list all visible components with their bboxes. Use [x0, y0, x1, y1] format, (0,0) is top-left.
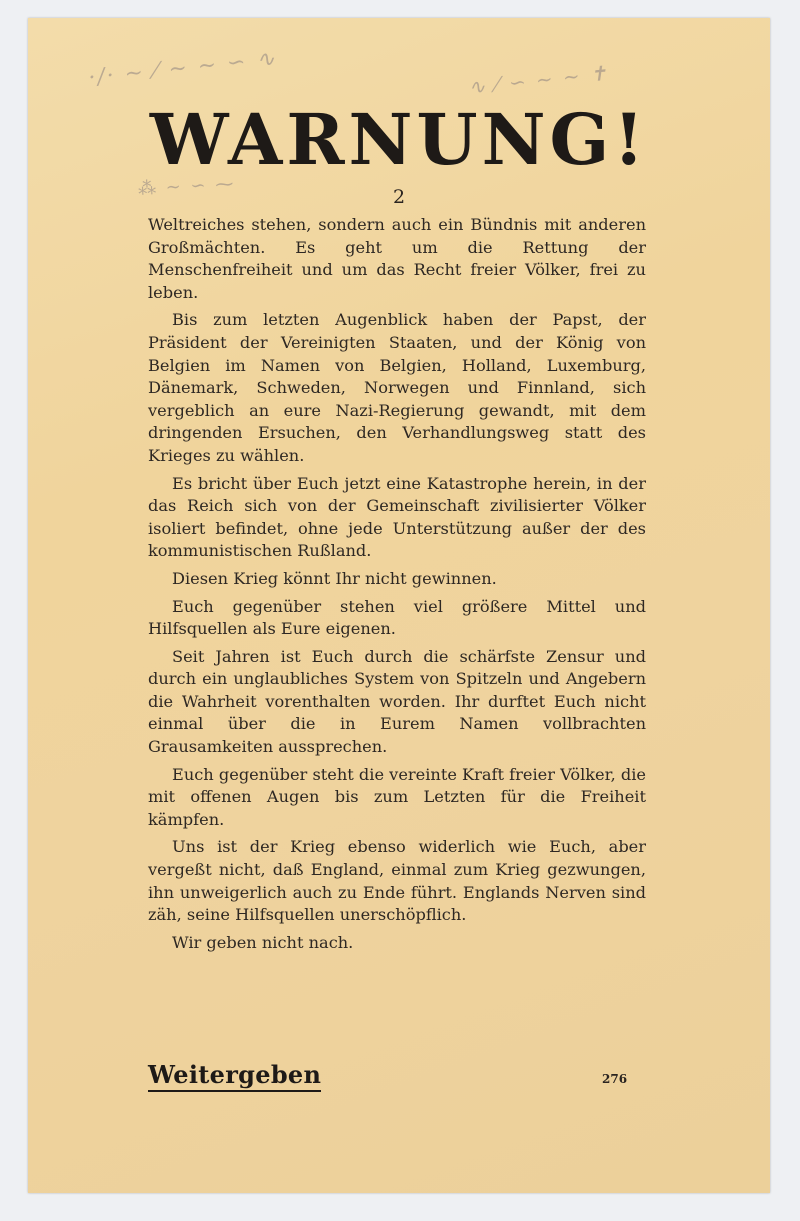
leaflet-code: 276: [602, 1072, 628, 1086]
paragraph: Euch gegenüber stehen viel größere Mittel und Hilfsquellen als Eure eigenen.: [148, 596, 646, 639]
pencil-scribble-left: ⁂ ∼ ∽ ⁓: [137, 173, 236, 200]
paragraph: Weltreiches stehen, sondern auch ein Bündnis mit anderen Großmächten. Es geht um die Rettung der Menschenfreiheit und um das Recht freier Völker, frei zu leben.: [148, 215, 646, 302]
paragraph: Es bricht über Euch jetzt eine Katastrophe herein, in der das Reich sich von der Gemeinschaft zivilisierter Völker isoliert befindet, ohne jede Unterstützung außer der des kommunistischen Rußland.: [148, 473, 646, 561]
paragraph: Uns ist der Krieg ebenso widerlich wie Euch, aber vergeßt nicht, daß England, einmal zum Krieg gezwungen, ihn unweigerlich auch zu Ende führt. Englands Nerven sind zäh, seine Hilfsquellen unerschöpflich.: [148, 837, 646, 925]
leaflet-page: [28, 18, 770, 1193]
paragraph: Wir geben nicht nach.: [172, 932, 354, 952]
paragraph: Bis zum letzten Augenblick haben der Papst, der Präsident der Vereinigten Staaten, und der König von Belgien im Namen von Belgien, Holland, Luxemburg, Dänemark, Schweden, Norwegen und Finnland, sich vergeblich an eure Nazi-Regierung gewandt, mit dem dringenden Ersuchen, den Verhandlungsweg statt des Krieges zu wählen.: [148, 310, 646, 465]
paragraph: Euch gegenüber steht die vereinte Kraft freier Völker, die mit offenen Augen bis zum Letzten für die Freiheit kämpfen.: [148, 764, 647, 829]
pass-on-label: Weitergeben: [148, 1060, 321, 1092]
leaflet-body: [148, 214, 646, 959]
page-number: 2: [392, 186, 406, 208]
paragraph: Seit Jahren ist Euch durch die schärfste Zensur und durch ein unglaubliches System von Spitzeln und Angebern die Wahrheit vorenthalten worden. Ihr durftet Euch nicht einmal über die in Eurem Namen vollbrachten Grausamkeiten aussprechen.: [148, 646, 646, 757]
leaflet-title: WARNUNG!: [149, 98, 649, 181]
pencil-scribble-right: ∿ ⁄ ∽ ∼ ∼ ✝: [467, 60, 610, 100]
pencil-scribble-top: ·/· ~ ⁄ ∼ ∼ ∽ ∿: [87, 46, 278, 91]
paragraph: Diesen Krieg könnt Ihr nicht gewinnen.: [172, 568, 497, 588]
